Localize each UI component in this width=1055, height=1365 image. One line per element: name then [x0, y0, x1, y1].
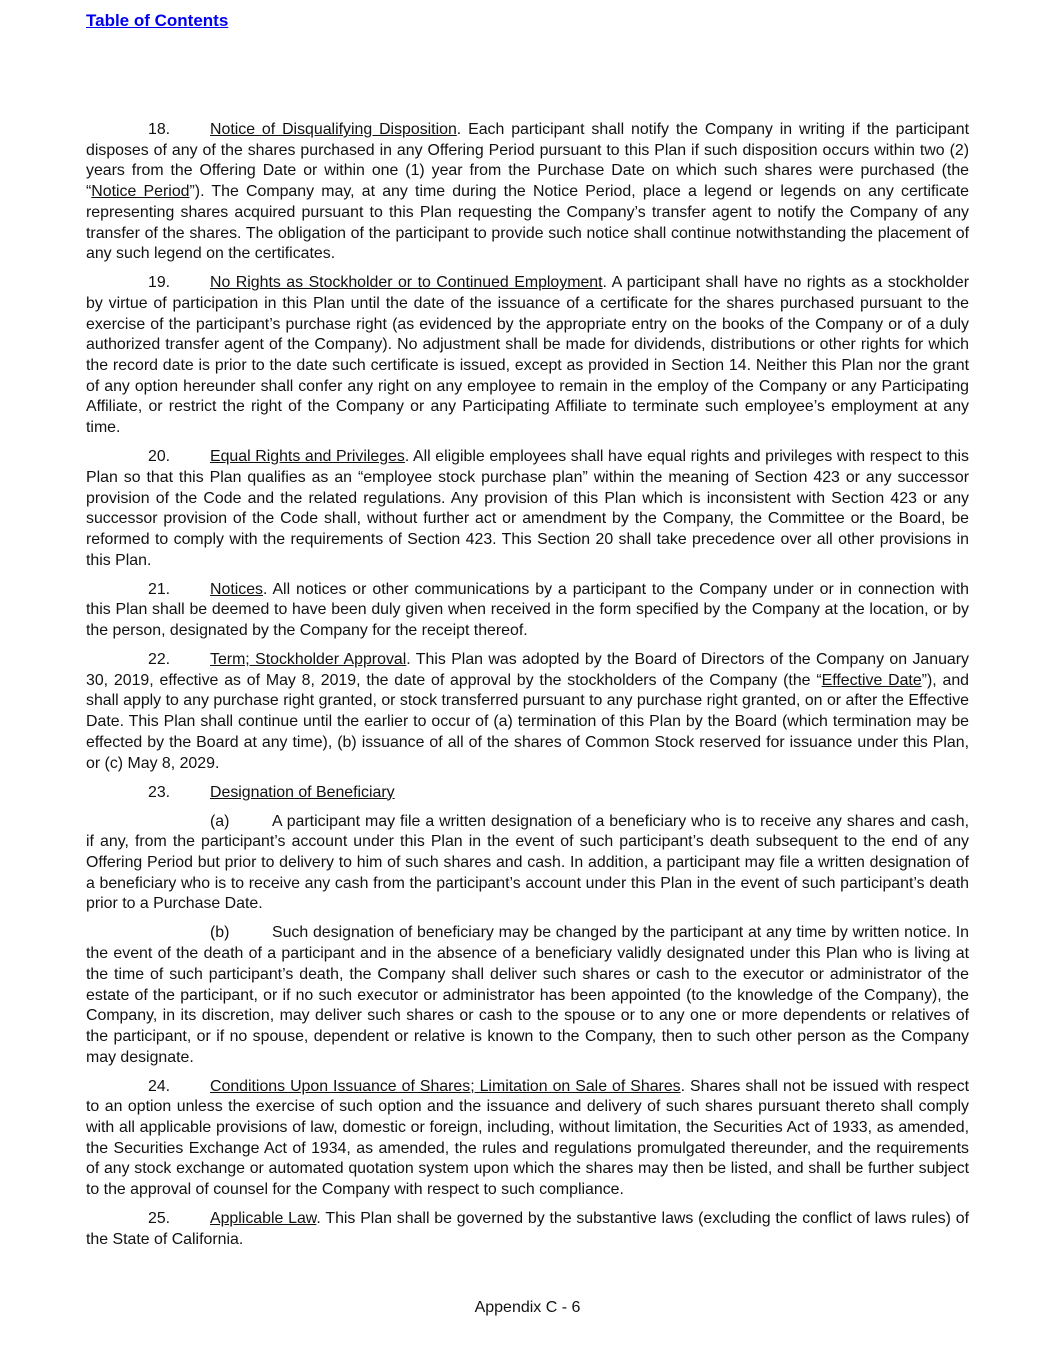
section-23-a: [86, 812, 969, 916]
section-number: 21.: [148, 580, 171, 598]
table-of-contents-link[interactable]: Table of Contents: [86, 11, 229, 30]
section-19: [86, 273, 969, 439]
section-number: 18.: [148, 121, 171, 138]
section-title: Notice of Disqualifying Disposition: [210, 121, 457, 138]
section-23: [86, 783, 969, 804]
section-22: [86, 650, 969, 774]
section-23-b: [86, 923, 969, 1068]
section-text: . Each participant shall notify the Company in writing if the participant disposes of any of the shares purchased in any Offering Period pursuant to this Plan if such disposition occurs within two (2) years from the Offering Date or within one (1) year from the Purchase Date on which such shares were purchased (the “: [86, 121, 969, 201]
defined-term: Effective Date: [821, 671, 922, 689]
section-24: [86, 1077, 969, 1201]
section-text: . All notices or other communications by a participant to the Company under or in connection with this Plan shall be deemed to have been duly given when received in the form specified by the Company at the location, or by the person, designated by the Company for the receipt thereof.: [86, 580, 969, 640]
section-text: . A participant shall have no rights as a stockholder by virtue of participation in this Plan until the date of the issuance of a certificate for the shares purchased pursuant to the exercise of the participant’s purchase right (as evidenced by the appropriate entry on the books of the Company or of a duly authorized transfer agent of the Company). No adjustment shall be made for dividends, distributions or other rights for which the record date is prior to the date such certificate is issued, except as provided in Section 14. Neither this Plan nor the grant of any option hereunder shall confer any right on any employee to remain in the employ of the Company or any Participating Affiliate, or restrict the right of the Company or any Participating Affiliate to terminate such employee’s employment at any time.: [86, 274, 969, 437]
section-title: Equal Rights and Privileges: [210, 448, 405, 466]
section-title: Applicable Law: [210, 1210, 317, 1228]
section-text: ”), and shall apply to any purchase right granted, or stock transferred pursuant to any purchase right granted, on or after the Effective Date. This Plan shall continue until the earlier to occur of (a) termination of this Plan by the Board (which termination may be effected by the Board at any time), (b) issuance of all of the shares of Common Stock reserved for issuance under this Plan, or (c) May 8, 2029.: [86, 671, 969, 772]
section-21: [86, 580, 969, 642]
subsection-number: (b): [210, 924, 230, 942]
section-text: . This Plan shall be governed by the substantive laws (excluding the conflict of laws rules) of the State of California.: [86, 1210, 970, 1248]
section-number: 23.: [148, 783, 171, 801]
defined-term: Notice Period: [91, 183, 190, 201]
section-text: A participant may file a written designation of a beneficiary who is to receive any shares and cash, if any, from the participant’s account under this Plan in the event of such participant’s death subsequent to the end of any Offering Period but prior to delivery to him of such shares and cash. In addition, a participant may file a written designation of a beneficiary who is to receive any cash from the participant’s account under this Plan in the event of such participant’s death prior to a Purchase Date.: [86, 812, 969, 913]
section-number: 19.: [148, 274, 171, 292]
section-number: 24.: [148, 1077, 171, 1095]
section-title: Designation of Beneficiary: [210, 783, 395, 801]
section-25: [86, 1209, 969, 1250]
page-footer: Appendix C - 6: [474, 1299, 581, 1316]
section-number: 20.: [148, 448, 171, 466]
section-number: 22.: [148, 651, 171, 669]
section-20: [86, 447, 969, 571]
section-text: . This Plan was adopted by the Board of Directors of the Company on January 30, 2019, effective as of May 8, 2019, the date of approval by the stockholders of the Company (the “: [86, 651, 970, 689]
subsection-number: (a): [210, 812, 230, 830]
section-18: [86, 120, 969, 265]
document-body: [86, 120, 969, 1259]
section-text: ”). The Company may, at any time during the Notice Period, place a legend or legends on any certificate representing shares acquired pursuant to this Plan requesting the Company’s transfer agent to notify the Company of any transfer of the shares. The obligation of the participant to provide such notice shall continue notwithstanding the placement of any such legend on the certificates.: [86, 183, 969, 263]
section-title: Notices: [210, 580, 263, 598]
section-title: No Rights as Stockholder or to Continued Employment: [210, 274, 603, 292]
section-title: Conditions Upon Issuance of Shares; Limitation on Sale of Shares: [210, 1077, 681, 1095]
section-text: Such designation of beneficiary may be changed by the participant at any time by written notice. In the event of the death of a participant and in the absence of a beneficiary validly designated under this Plan who is living at the time of such participant’s death, the Company shall deliver such shares or cash to the executor or administrator of the estate of the participant, or if no such executor or administrator has been appointed (to the knowledge of the Company), the Company, in its discretion, may deliver such shares or cash to the spouse or to any one or more dependents or relatives of the participant, or if no spouse, dependent or relative is known to the Company, then to such other person as the Company may designate.: [86, 924, 969, 1066]
section-number: 25.: [148, 1210, 171, 1228]
section-title: Term; Stockholder Approval: [210, 651, 407, 669]
section-text: . Shares shall not be issued with respect to an option unless the exercise of such option and the issuance and delivery of such shares pursuant thereto shall comply with all applicable provisions of law, domestic or foreign, including, without limitation, the Securities Act of 1933, as amended, the Securities Exchange Act of 1934, as amended, the rules and regulations promulgated thereunder, and the requirements of any stock exchange or automated quotation system upon which the shares may then be listed, and shall be further subject to the approval of counsel for the Company with respect to such compliance.: [86, 1077, 970, 1199]
section-text: . All eligible employees shall have equal rights and privileges with respect to this Plan so that this Plan qualifies as an “employee stock purchase plan” within the meaning of Section 423 or any successor provision of the Code and the related regulations. Any provision of this Plan which is inconsistent with Section 423 or any successor provision of the Code shall, without further act or amendment by the Company, the Committee or the Board, be reformed to comply with the requirements of Section 423. This Section 20 shall take precedence over all other provisions in this Plan.: [86, 448, 969, 569]
